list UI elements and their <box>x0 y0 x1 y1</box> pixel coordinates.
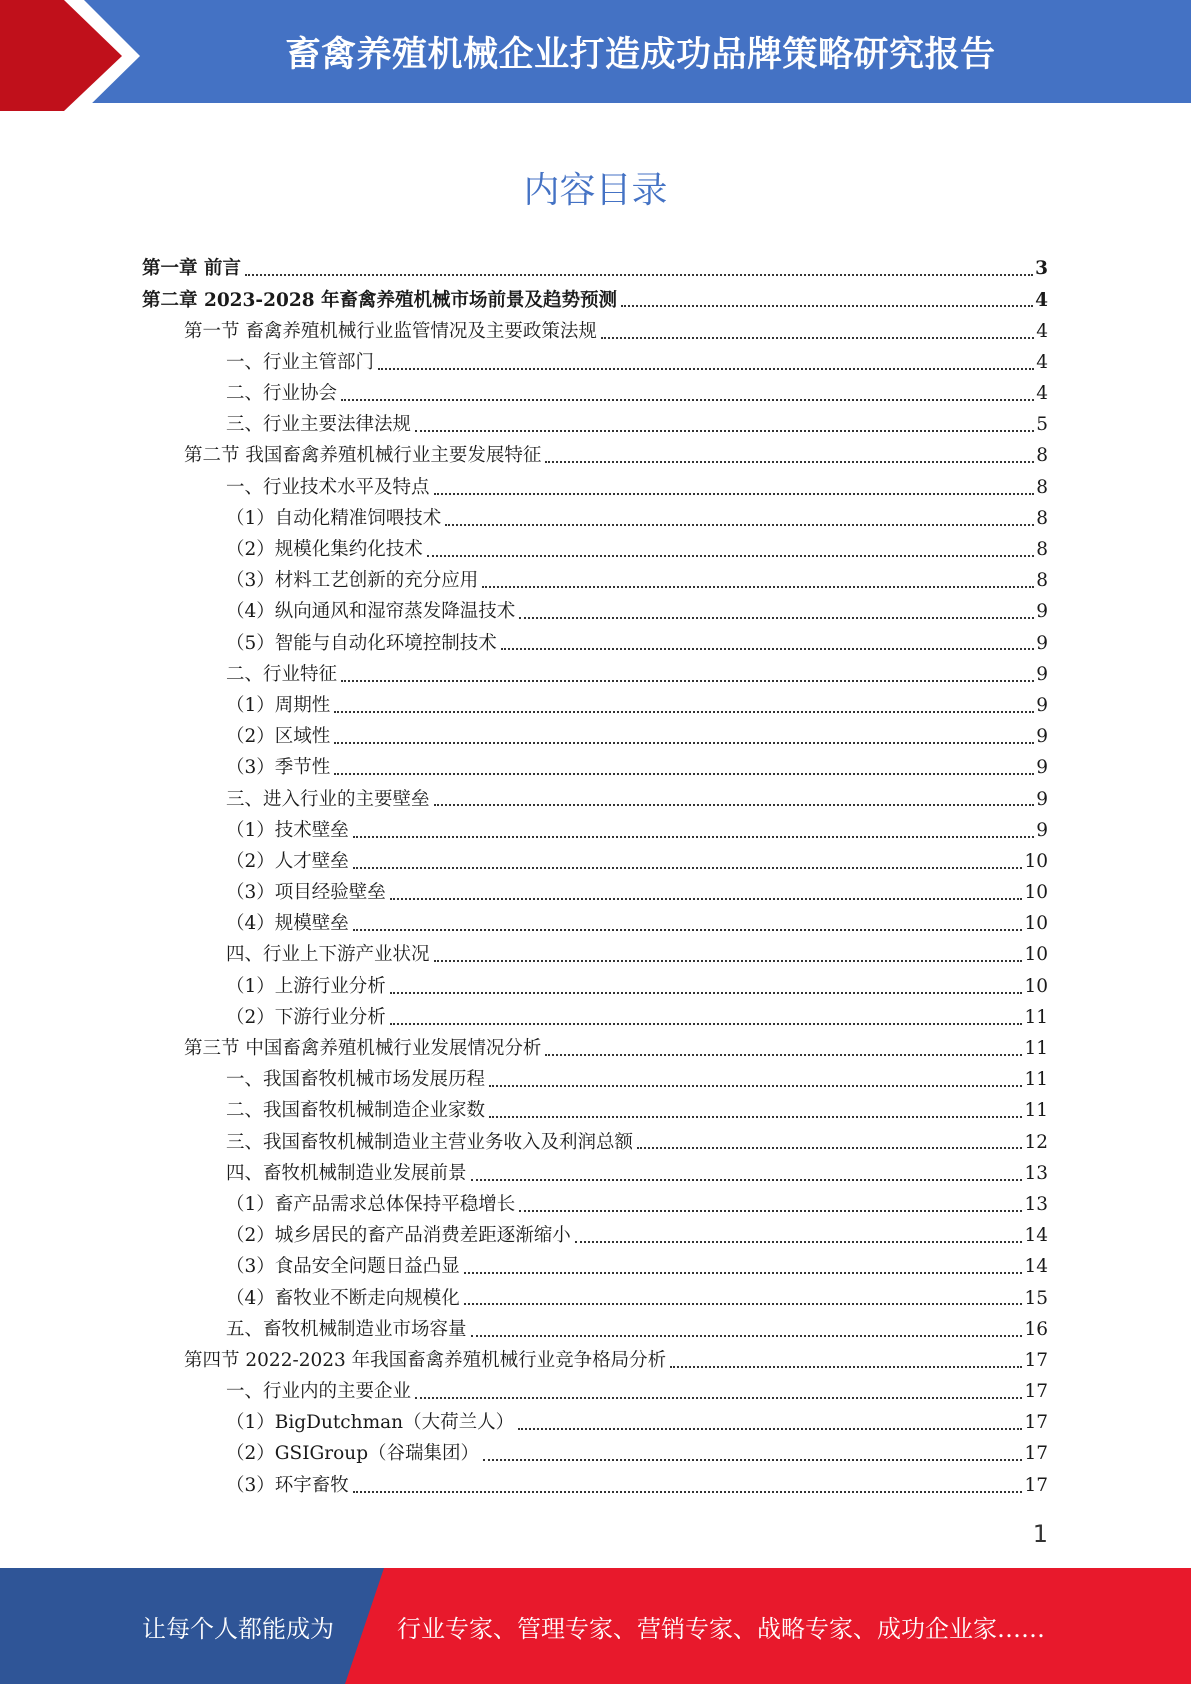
toc-entry-title: （1）自动化精准饲喂技术 <box>226 507 442 529</box>
toc-entry-title: （3）材料工艺创新的充分应用 <box>226 570 479 592</box>
toc-entry[interactable] <box>142 1034 1048 1065</box>
toc-dot-leader <box>545 461 1034 463</box>
toc-entry[interactable] <box>142 348 1048 379</box>
toc-dot-leader <box>621 305 1033 307</box>
toc-dot-leader <box>471 1335 1023 1337</box>
toc-entry-title: （3）项目经验壁垒 <box>226 882 386 904</box>
toc-dot-leader <box>464 1303 1023 1305</box>
toc-entry-page: 4 <box>1036 383 1048 405</box>
toc-entry[interactable] <box>142 1470 1048 1501</box>
toc-entry-title: （3）季节性 <box>226 757 331 779</box>
toc-entry[interactable] <box>142 254 1048 285</box>
toc-dot-leader <box>353 867 1023 869</box>
toc-entry-title: 第二章 2023-2028 年畜禽养殖机械市场前景及趋势预测 <box>142 289 618 311</box>
toc-entry-page: 17 <box>1024 1474 1048 1496</box>
toc-entry[interactable] <box>142 316 1048 347</box>
toc-entry[interactable] <box>142 940 1048 971</box>
toc-entry-title: 二、我国畜牧机械制造企业家数 <box>226 1100 486 1122</box>
toc-entry[interactable] <box>142 410 1048 441</box>
toc-entry[interactable] <box>142 1127 1048 1158</box>
toc-entry-page: 9 <box>1036 601 1048 623</box>
toc-entry-title: （2）人才壁垒 <box>226 850 349 872</box>
toc-entry-page: 5 <box>1036 414 1048 436</box>
toc-dot-leader <box>341 399 1034 401</box>
toc-dot-leader <box>353 836 1034 838</box>
toc-entry-title: 三、进入行业的主要壁垒 <box>226 788 430 810</box>
toc-entry[interactable] <box>142 1221 1048 1252</box>
toc-dot-leader <box>390 992 1023 994</box>
toc-dot-leader <box>415 1397 1022 1399</box>
toc-entry[interactable] <box>142 722 1048 753</box>
toc-entry-title: 四、畜牧机械制造业发展前景 <box>226 1162 467 1184</box>
toc-dot-leader <box>334 711 1034 713</box>
toc-entry-page: 9 <box>1036 632 1048 654</box>
toc-dot-leader <box>637 1147 1022 1149</box>
toc-entry-page: 12 <box>1024 1131 1048 1153</box>
toc-entry-title: （1）技术壁垒 <box>226 819 349 841</box>
toc-entry-title: （1）周期性 <box>226 694 331 716</box>
toc-entry-title: （3）环宇畜牧 <box>226 1474 349 1496</box>
toc-entry-page: 13 <box>1024 1193 1048 1215</box>
toc-entry-page: 9 <box>1036 819 1048 841</box>
toc-entry-title: （1）上游行业分析 <box>226 975 386 997</box>
toc-entry-title: 三、行业主要法律法规 <box>226 414 412 436</box>
toc-dot-leader <box>245 274 1033 276</box>
toc-entry[interactable] <box>142 1065 1048 1096</box>
toc-entry[interactable] <box>142 691 1048 722</box>
toc-dot-leader <box>353 1491 1023 1493</box>
toc-entry-page: 17 <box>1024 1381 1048 1403</box>
toc-entry-page: 11 <box>1024 1100 1048 1122</box>
toc-entry-page: 13 <box>1024 1162 1048 1184</box>
toc-entry-page: 10 <box>1024 913 1048 935</box>
toc-entry[interactable] <box>142 566 1048 597</box>
toc-dot-leader <box>575 1241 1023 1243</box>
toc-entry[interactable] <box>142 1190 1048 1221</box>
toc-entry[interactable] <box>142 379 1048 410</box>
toc-dot-leader <box>415 430 1034 432</box>
toc-entry-page: 4 <box>1035 289 1048 311</box>
page-number: 1 <box>1032 1520 1048 1548</box>
toc-entry[interactable] <box>142 909 1048 940</box>
toc-entry-title: （4）畜牧业不断走向规模化 <box>226 1287 460 1309</box>
toc-entry[interactable] <box>142 878 1048 909</box>
toc-entry-page: 4 <box>1036 351 1048 373</box>
toc-entry-title: 一、我国畜牧机械市场发展历程 <box>226 1069 486 1091</box>
toc-entry-page: 8 <box>1036 476 1048 498</box>
report-title: 畜禽养殖机械企业打造成功品牌策略研究报告 <box>285 34 996 75</box>
toc-dot-leader <box>501 648 1034 650</box>
toc-entry[interactable] <box>142 815 1048 846</box>
toc-dot-leader <box>434 804 1035 806</box>
toc-entry-title: （1）BigDutchman（大荷兰人） <box>226 1412 515 1434</box>
table-of-contents <box>142 254 1048 1502</box>
toc-entry-page: 17 <box>1024 1349 1048 1371</box>
toc-entry-page: 10 <box>1024 944 1048 966</box>
toc-dot-leader <box>518 1428 1022 1430</box>
toc-dot-leader <box>334 742 1034 744</box>
footer-slogan-right: 行业专家、管理专家、营销专家、战略专家、成功企业家…… <box>397 1614 1045 1643</box>
toc-entry-title: 五、畜牧机械制造业市场容量 <box>226 1318 467 1340</box>
toc-entry[interactable] <box>142 971 1048 1002</box>
toc-entry-page: 17 <box>1024 1443 1048 1465</box>
toc-dot-leader <box>519 617 1034 619</box>
toc-entry-title: 第一章 前言 <box>142 258 241 280</box>
toc-dot-leader <box>483 1459 1022 1461</box>
toc-entry[interactable] <box>142 285 1048 316</box>
toc-entry-title: 三、我国畜牧机械制造业主营业务收入及利润总额 <box>226 1131 634 1153</box>
toc-dot-leader <box>670 1366 1022 1368</box>
toc-entry[interactable] <box>142 1439 1048 1470</box>
toc-dot-leader <box>341 680 1034 682</box>
toc-entry-page: 9 <box>1036 694 1048 716</box>
toc-entry[interactable] <box>142 1158 1048 1189</box>
toc-entry-page: 10 <box>1024 882 1048 904</box>
toc-entry-page: 11 <box>1024 1069 1048 1091</box>
toc-heading: 内容目录 <box>523 170 668 211</box>
toc-entry-page: 9 <box>1036 757 1048 779</box>
toc-entry-title: 第三节 中国畜禽养殖机械行业发展情况分析 <box>184 1038 542 1060</box>
toc-entry-page: 14 <box>1024 1225 1048 1247</box>
toc-entry-title: （1）畜产品需求总体保持平稳增长 <box>226 1193 516 1215</box>
toc-entry-page: 10 <box>1024 850 1048 872</box>
toc-entry-page: 15 <box>1024 1287 1048 1309</box>
toc-dot-leader <box>434 960 1023 962</box>
toc-entry[interactable] <box>142 1096 1048 1127</box>
footer-slogan-left: 让每个人都能成为 <box>142 1614 334 1643</box>
toc-dot-leader <box>464 1272 1023 1274</box>
toc-dot-leader <box>519 1210 1022 1212</box>
toc-entry-title: （2）城乡居民的畜产品消费差距逐渐缩小 <box>226 1225 571 1247</box>
toc-entry-title: 一、行业主管部门 <box>226 351 375 373</box>
toc-entry-page: 8 <box>1036 445 1048 467</box>
toc-entry-title: （2）规模化集约化技术 <box>226 539 423 561</box>
toc-entry-title: 四、行业上下游产业状况 <box>226 944 430 966</box>
toc-entry[interactable] <box>142 784 1048 815</box>
toc-entry-title: （2）下游行业分析 <box>226 1006 386 1028</box>
toc-entry-page: 14 <box>1024 1256 1048 1278</box>
toc-dot-leader <box>334 773 1034 775</box>
toc-dot-leader <box>390 1023 1023 1025</box>
toc-entry-page: 11 <box>1024 1006 1048 1028</box>
toc-dot-leader <box>434 493 1035 495</box>
toc-entry[interactable] <box>142 847 1048 878</box>
toc-entry-title: （3）食品安全问题日益凸显 <box>226 1256 460 1278</box>
toc-entry[interactable] <box>142 753 1048 784</box>
toc-entry-page: 4 <box>1036 320 1048 342</box>
toc-entry-page: 9 <box>1036 788 1048 810</box>
toc-entry-page: 11 <box>1024 1038 1048 1060</box>
toc-entry[interactable] <box>142 535 1048 566</box>
toc-entry-title: （5）智能与自动化环境控制技术 <box>226 632 497 654</box>
toc-dot-leader <box>471 1179 1023 1181</box>
toc-entry[interactable] <box>142 1377 1048 1408</box>
toc-entry-page: 9 <box>1036 726 1048 748</box>
toc-entry-page: 8 <box>1036 570 1048 592</box>
toc-dot-leader <box>489 1085 1022 1087</box>
header-band <box>0 0 1191 111</box>
toc-entry-title: 第二节 我国畜禽养殖机械行业主要发展特征 <box>184 445 542 467</box>
toc-entry[interactable] <box>142 659 1048 690</box>
toc-dot-leader <box>482 586 1034 588</box>
toc-dot-leader <box>390 898 1023 900</box>
toc-entry-page: 10 <box>1024 975 1048 997</box>
toc-dot-leader <box>378 368 1034 370</box>
toc-entry-page: 8 <box>1036 507 1048 529</box>
toc-dot-leader <box>445 524 1034 526</box>
toc-entry[interactable] <box>142 504 1048 535</box>
toc-entry-title: 第四节 2022-2023 年我国畜禽养殖机械行业竞争格局分析 <box>184 1349 667 1371</box>
toc-entry-page: 16 <box>1024 1318 1048 1340</box>
toc-entry[interactable] <box>142 472 1048 503</box>
toc-dot-leader <box>545 1054 1022 1056</box>
toc-entry-title: （4）规模壁垒 <box>226 913 349 935</box>
toc-entry[interactable] <box>142 441 1048 472</box>
toc-entry[interactable] <box>142 1408 1048 1439</box>
toc-entry-page: 9 <box>1036 663 1048 685</box>
toc-entry[interactable] <box>142 1252 1048 1283</box>
toc-entry[interactable] <box>142 628 1048 659</box>
toc-entry-page: 8 <box>1036 539 1048 561</box>
toc-entry-page: 3 <box>1035 258 1048 280</box>
toc-entry[interactable] <box>142 1346 1048 1377</box>
toc-entry[interactable] <box>142 1283 1048 1314</box>
toc-entry-title: 一、行业内的主要企业 <box>226 1381 412 1403</box>
toc-entry-title: （2）区域性 <box>226 726 331 748</box>
toc-entry-title: 二、行业特征 <box>226 663 338 685</box>
toc-entry[interactable] <box>142 1003 1048 1034</box>
toc-entry-title: （4）纵向通风和湿帘蒸发降温技术 <box>226 601 516 623</box>
toc-entry[interactable] <box>142 597 1048 628</box>
toc-entry-title: （2）GSIGroup（谷瑞集团） <box>226 1443 480 1465</box>
toc-entry-title: 一、行业技术水平及特点 <box>226 476 430 498</box>
toc-dot-leader <box>353 929 1023 931</box>
toc-entry[interactable] <box>142 1314 1048 1345</box>
toc-entry-title: 第一节 畜禽养殖机械行业监管情况及主要政策法规 <box>184 320 597 342</box>
toc-dot-leader <box>427 555 1034 557</box>
toc-entry-title: 二、行业协会 <box>226 383 338 405</box>
toc-entry-page: 17 <box>1024 1412 1048 1434</box>
toc-dot-leader <box>489 1116 1022 1118</box>
toc-dot-leader <box>601 337 1034 339</box>
